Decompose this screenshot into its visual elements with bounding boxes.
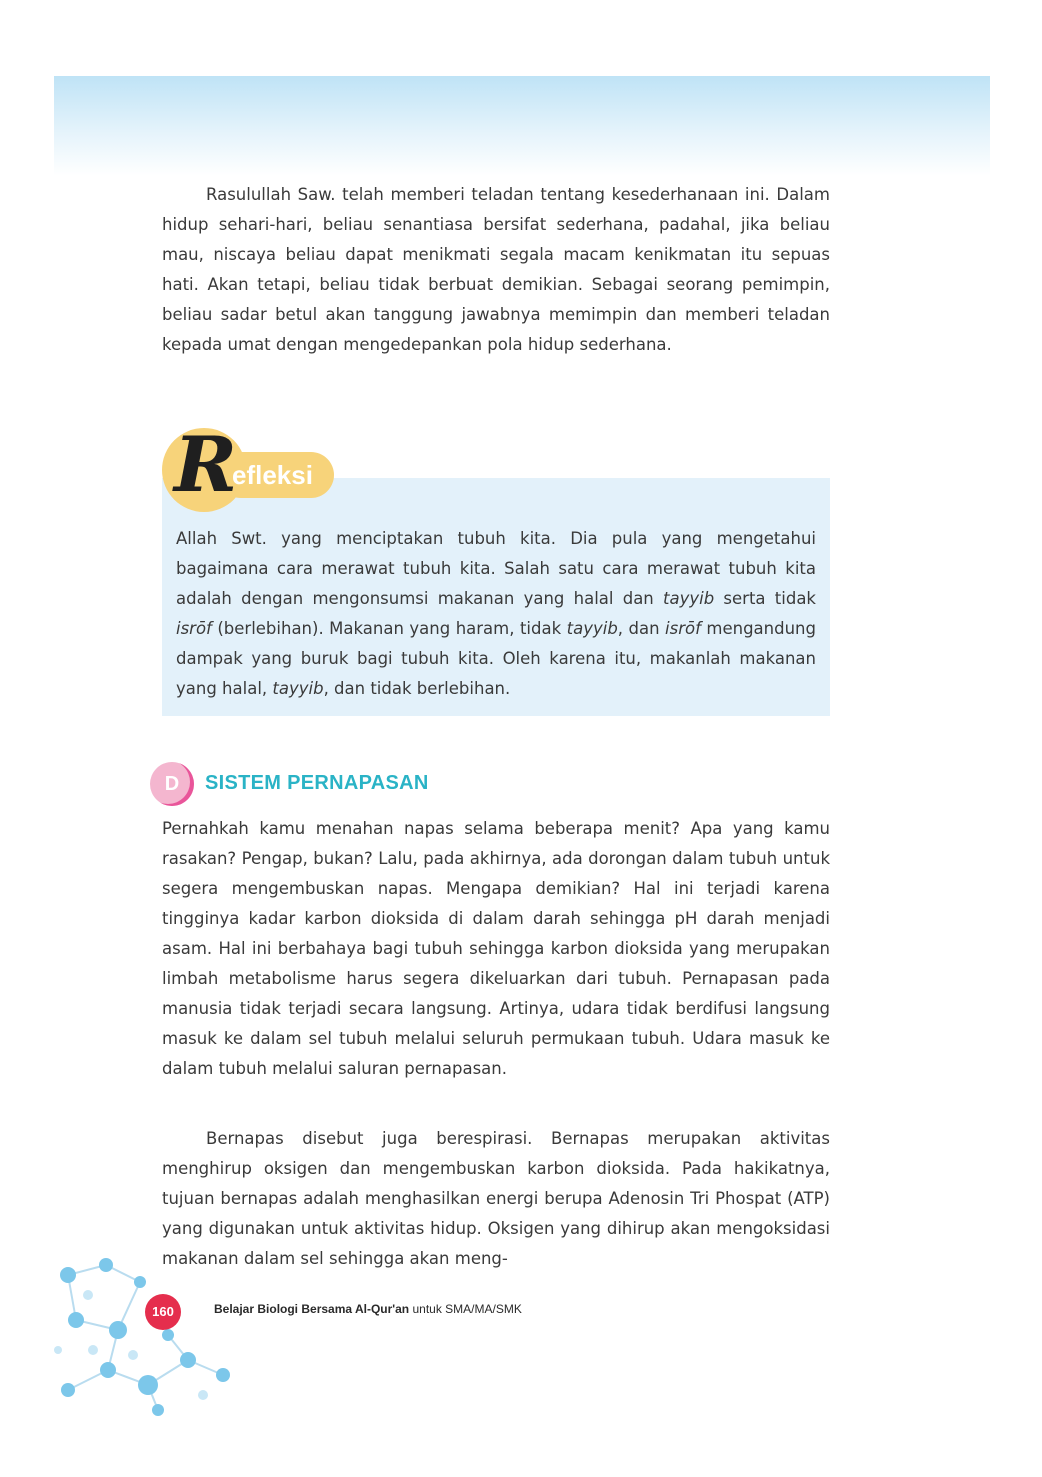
refleksi-text-segment: (berlebihan). Makanan yang haram, tidak (211, 619, 567, 638)
refleksi-text-segment: Allah Swt. yang menciptakan tubuh kita. Dia pula yang mengetahui bagaimana cara merawat tubuh kita. Salah satu cara merawat tubuh kita adalah dengan mengonsumsi makanan yang halal dan (176, 529, 816, 608)
page-number-badge: 160 (145, 1294, 181, 1330)
body-paragraph-2: Pernahkah kamu menahan napas selama beberapa menit? Apa yang kamu rasakan? Pengap, bukan? Lalu, pada akhirnya, ada dorongan dalam tubuh untuk segera mengembuskan napas. Mengapa demikian? Hal ini terjadi karena tingginya kadar karbon dioksida di dalam darah sehingga pH darah menjadi asam. Hal ini berbahaya bagi tubuh sehingga karbon dioksida yang merupakan limbah metabolisme harus segera dikeluarkan dari tubuh. Pernapasan pada manusia tidak terjadi secara langsung. Artinya, udara tidak berdifusi langsung masuk ke dalam sel tubuh melalui seluruh permukaan tubuh. Udara masuk ke dalam tubuh melalui saluran pernapasan. (162, 819, 830, 1078)
header-gradient-band (54, 76, 990, 176)
refleksi-italic-term: isrōf (665, 619, 701, 638)
section-letter-badge: D (150, 762, 194, 806)
refleksi-italic-term: isrōf (176, 619, 212, 638)
footer-book-title-main: Belajar Biologi Bersama Al-Qur'an (214, 1302, 410, 1316)
refleksi-paragraph (176, 524, 816, 704)
refleksi-italic-term: tayyib (663, 589, 715, 608)
refleksi-text-segment: serta tidak (714, 589, 816, 608)
refleksi-label-text: efleksi (232, 460, 313, 490)
body-paragraph-1: Rasulullah Saw. telah memberi teladan tentang kesederhanaan ini. Dalam hidup sehari-hari, beliau senantiasa bersifat sederhana, padahal, jika beliau mau, niscaya beliau dapat menikmati segala macam kenikmatan itu sepuas hati. Akan tetapi, beliau tidak berbuat demikian. Sebagai seorang pemimpin, beliau sadar betul akan tanggung jawabnya memimpin dan memberi teladan kepada umat dengan mengedepankan pola hidup sederhana. (162, 185, 830, 354)
refleksi-text-segment: , dan (617, 619, 666, 638)
refleksi-italic-term: tayyib (272, 679, 324, 698)
refleksi-italic-term: tayyib (566, 619, 618, 638)
refleksi-initial-letter: R (174, 420, 238, 509)
footer-book-title-sub: untuk SMA/MA/SMK (412, 1302, 522, 1316)
refleksi-text-segment: mengandung dampak yang buruk bagi tubuh kita. Oleh karena itu, makanlah makanan yang halal, (176, 619, 816, 698)
refleksi-text-segment: , dan tidak berlebihan. (323, 679, 511, 698)
section-heading: SISTEM PERNAPASAN (205, 772, 429, 794)
body-paragraph-3: Bernapas disebut juga berespirasi. Bernapas merupakan aktivitas menghirup oksigen dan mengembuskan karbon dioksida. Pada hakikatnya, tujuan bernapas adalah menghasilkan energi berupa Adenosin Tri Phospat (ATP) yang digunakan untuk aktivitas hidup. Oksigen yang dihirup akan mengoksidasi makanan dalam sel sehingga akan meng- (162, 1129, 830, 1268)
footer-book-title (214, 1298, 714, 1320)
molecule-decoration-icon (48, 1250, 248, 1420)
